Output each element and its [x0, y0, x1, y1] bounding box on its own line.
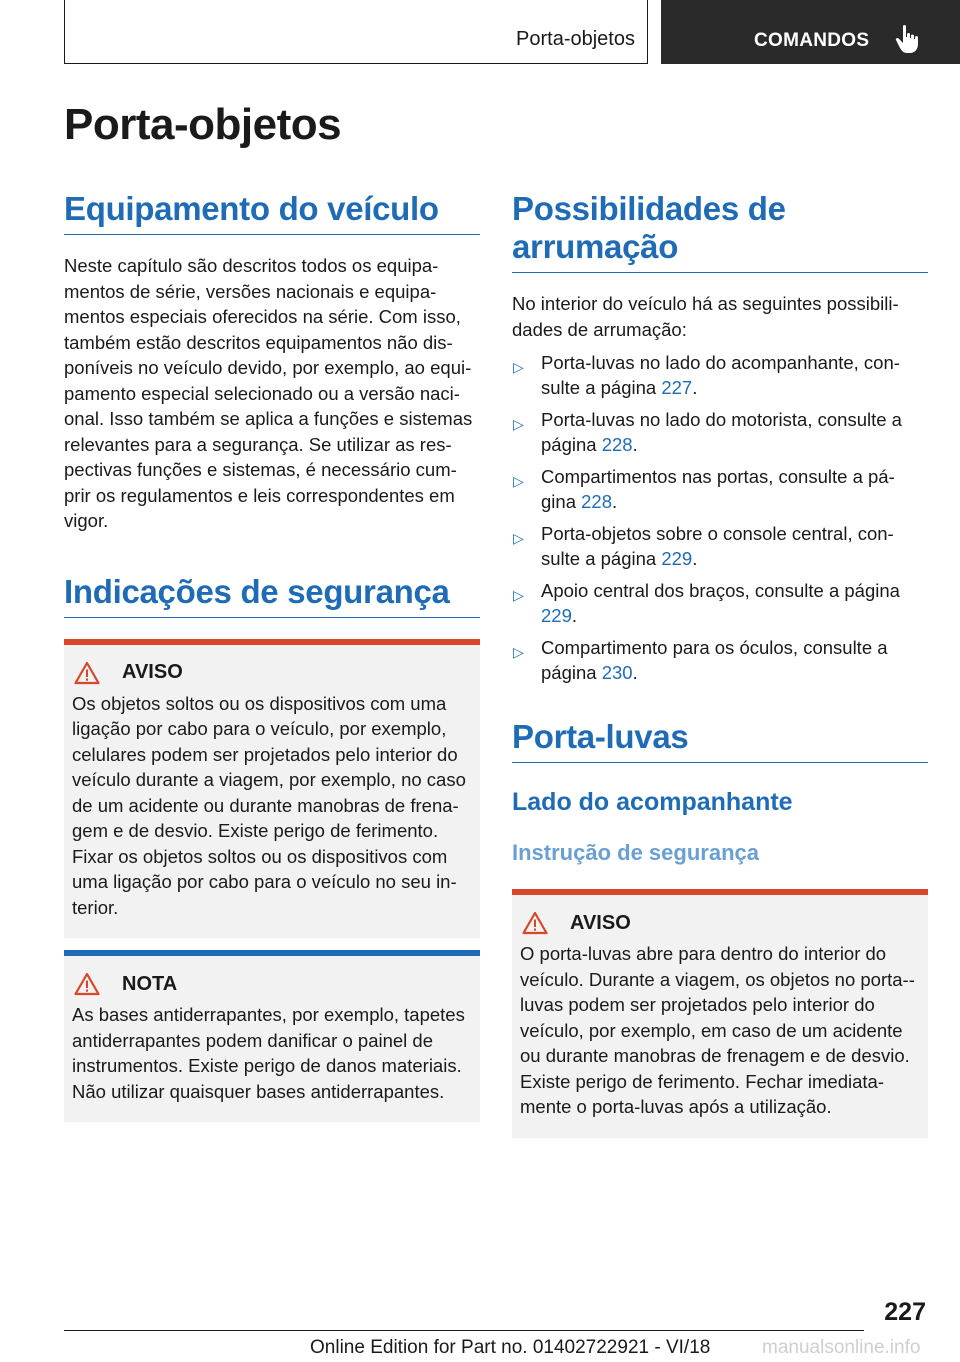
equipamento-text: Neste capítulo são descritos todos os equipa-mentos de série, versões nacionais e equipa-mentos especiais oferecidos na série. Com isso, também estão descritos equipamentos não dis-poníveis no veículo devido, por exemplo, ao equi-pamento especial selecionado ou a versão naci-onal. Isso também se aplica a funções e sistemas relevantes para a segurança. Se utilizar as res-pectivas funções e sistemas, é necessário cum-prir os regulamentos e leis correspondentes em vigor.	[64, 255, 473, 531]
list-item: ▷ Porta-luvas no lado do motorista, consulte a página 228.	[513, 409, 902, 455]
note-head	[72, 972, 472, 996]
warning-title: AVISO	[570, 911, 631, 934]
warning-box-aviso	[64, 639, 480, 939]
list-item: ▷ Compartimento para os óculos, consulte a página 230.	[513, 637, 888, 683]
note-text: As bases antiderrapantes, por exemplo, tapetes antiderrapantes podem danificar o painel de instrumentos. Existe perigo de danos materiais. Não utilizar quaisquer bases antiderrapantes.	[72, 1004, 465, 1102]
left-column	[64, 190, 480, 1122]
warning-title: AVISO	[122, 661, 183, 683]
warning-triangle-icon	[74, 661, 100, 685]
header-chapter-title: COMANDOS	[754, 30, 870, 51]
header-chapter-box	[661, 0, 960, 64]
bullet-triangle-icon: ▷	[513, 644, 524, 660]
header-section-box	[64, 0, 648, 64]
page-link[interactable]: 230	[601, 661, 633, 683]
pointing-hand-icon	[895, 24, 921, 54]
page-link[interactable]: 229	[661, 547, 693, 569]
note-title: NOTA	[122, 972, 178, 995]
right-column	[512, 190, 928, 1138]
heading-instrucao-seguranca: Instrução de segurança	[512, 840, 759, 865]
warning-box-aviso	[512, 889, 928, 1138]
note-box-nota	[64, 950, 480, 1122]
heading-seguranca: Indicações de segurança	[64, 573, 480, 618]
page-link[interactable]: 229	[541, 604, 572, 626]
footer-edition: Online Edition for Part no. 01402722921 - VI/18	[310, 1337, 711, 1358]
warning-triangle-icon	[74, 972, 100, 996]
page-link[interactable]: 228	[581, 490, 612, 512]
storage-list	[512, 351, 928, 685]
warning-triangle-icon	[522, 911, 548, 935]
page-link[interactable]: 227	[661, 376, 693, 398]
heading-equipamento: Equipamento do veículo	[64, 190, 480, 235]
heading-possibilidades: Possibilidades de arrumação	[512, 190, 928, 273]
bullet-triangle-icon: ▷	[513, 587, 524, 603]
heading-porta-luvas: Porta-luvas	[512, 718, 928, 763]
list-item: ▷ Apoio central dos braços, consulte a página 229.	[513, 580, 900, 626]
footer-watermark: manualsonline.info	[762, 1337, 921, 1358]
bullet-triangle-icon: ▷	[513, 530, 524, 546]
list-item: ▷ Porta-luvas no lado do acompanhante, con-sulte a página 227.	[513, 352, 900, 398]
possibilidades-intro: No interior do veículo há as seguintes possibili-dades de arrumação:	[512, 293, 899, 340]
warning-text: O porta-luvas abre para dentro do interior do veículo. Durante a viagem, os objetos no porta--luvas podem ser projetados pelo interior do veículo, por exemplo, em caso de um acidente ou durante manobras de frenagem e de desvio. Existe perigo de ferimento. Fechar imediata-mente o porta-luvas após a utilização.	[520, 943, 915, 1117]
bullet-triangle-icon: ▷	[513, 473, 524, 489]
bullet-triangle-icon: ▷	[513, 359, 524, 375]
bullet-triangle-icon: ▷	[513, 416, 524, 432]
list-item: ▷ Porta-objetos sobre o console central, con-sulte a página 229.	[513, 523, 894, 569]
page-title: Porta-objetos	[64, 100, 342, 149]
warning-head	[72, 661, 472, 685]
footer-divider	[64, 1330, 864, 1331]
page-number: 227	[884, 1298, 926, 1326]
list-item: ▷ Compartimentos nas portas, consulte a pá-gina 228.	[513, 466, 895, 512]
warning-text: Os objetos soltos ou os dispositivos com uma ligação por cabo para o veículo, por exemplo, celulares podem ser projetados pelo interior do veículo durante a viagem, por exemplo, no caso de um acidente ou durante manobras de frena-gem e de desvio. Existe perigo de ferimento. Fixar os objetos soltos ou os dispositivos com uma ligação por cabo para o veículo no seu in-terior.	[72, 692, 466, 918]
heading-lado-acompanhante: Lado do acompanhante	[512, 788, 793, 816]
header-section-title: Porta-objetos	[516, 28, 635, 50]
warning-head	[520, 911, 920, 935]
page-link[interactable]: 228	[601, 433, 633, 455]
